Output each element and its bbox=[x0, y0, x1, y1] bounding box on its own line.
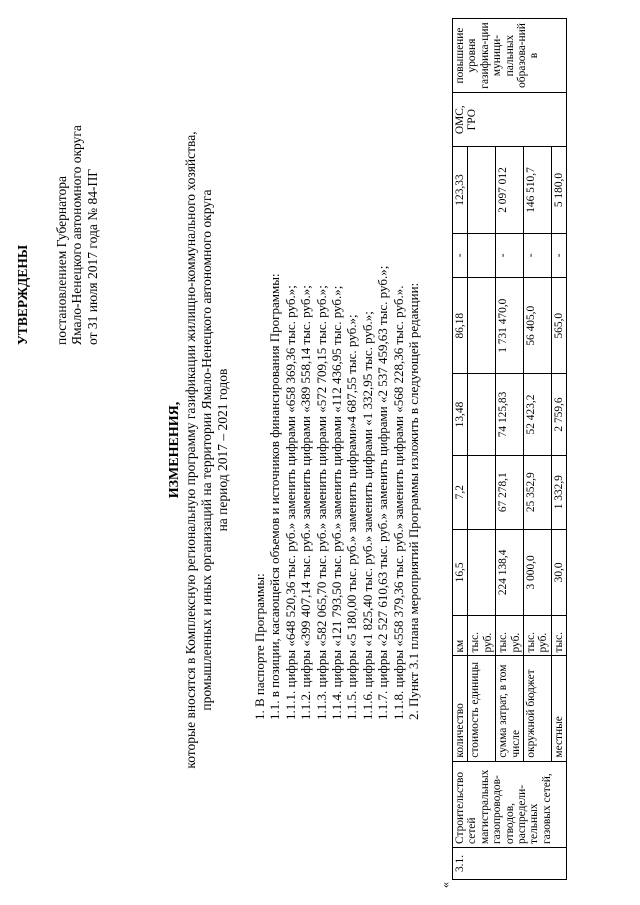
approval-line: от 31 июля 2017 года № 84-ПГ bbox=[84, 169, 100, 345]
value-cell bbox=[468, 374, 496, 455]
value-cell: 123,33 bbox=[453, 147, 468, 233]
amendment-list bbox=[252, 20, 421, 720]
opening-quote: « bbox=[438, 882, 452, 888]
value-cell: 30,0 bbox=[551, 529, 566, 615]
value-cell: 13,48 bbox=[453, 374, 468, 455]
unit-cell: тыс. руб. bbox=[496, 616, 524, 655]
value-cell: 5 180,0 bbox=[551, 147, 566, 233]
document-heading bbox=[0, 0, 231, 900]
indicator-cell: сумма затрат, в том числе bbox=[496, 655, 524, 761]
amendment-item: 1.1.2. цифры «399 407,14 тыс. руб.» заменить цифрами «389 558,14 тыс. руб.»; bbox=[298, 285, 314, 720]
value-cell bbox=[468, 455, 496, 529]
goal-cell: повышение уровня газифика-ции муници-пальных образова-ний в bbox=[453, 19, 567, 93]
approval-stamp: УТВЕРЖДЕНЫ bbox=[15, 244, 30, 345]
value-cell: 224 138,4 bbox=[496, 529, 524, 615]
amendment-item: 1.1.8. цифры «558 379,36 тыс. руб.» заменить цифрами «568 228,36 тыс. руб.». bbox=[390, 285, 406, 720]
unit-cell: тыс. руб. bbox=[468, 616, 496, 655]
item-number: 3.1. bbox=[453, 847, 567, 879]
unit-cell: тыс. bbox=[551, 616, 566, 655]
value-cell: 16,5 bbox=[453, 529, 468, 615]
value-cell: 52 423,2 bbox=[524, 374, 552, 455]
amendment-item: 1.1.7. цифры «2 527 610,63 тыс. руб.» заменить цифрами «2 537 459,63 тыс. руб.»; bbox=[375, 265, 391, 720]
amendment-item: 1.1.6. цифры «1 825,40 тыс. руб.» заменить цифрами «1 332,95 тыс. руб.»; bbox=[359, 311, 375, 720]
heading-line: на период 2017 – 2021 годов bbox=[215, 368, 230, 532]
amendment-item: 1.1.3. цифры «582 065,70 тыс. руб.» заменить цифрами «572 709,15 тыс. руб.»; bbox=[313, 285, 329, 720]
value-cell: 74 125,83 bbox=[496, 374, 524, 455]
approval-line: Ямало-Ненецкого автономного округа bbox=[69, 125, 84, 345]
agency-cell: ОМС, ГРО bbox=[453, 93, 567, 147]
indicator-cell: количество bbox=[453, 655, 468, 761]
value-cell: 7,2 bbox=[453, 455, 468, 529]
plan-table bbox=[452, 18, 567, 880]
value-cell: 146 510,7 bbox=[524, 147, 552, 233]
value-cell: 67 278,1 bbox=[496, 455, 524, 529]
value-cell: 565,0 bbox=[551, 278, 566, 374]
amendment-item: 2. Пункт 3.1 плана мероприятий Программы изложить в следующей редакции: bbox=[406, 282, 422, 720]
unit-cell: тыс. руб. bbox=[524, 616, 552, 655]
table-row bbox=[551, 19, 566, 880]
value-cell: 1 731 470,0 bbox=[496, 278, 524, 374]
value-cell bbox=[468, 529, 496, 615]
value-cell: - bbox=[524, 233, 552, 277]
value-cell: - bbox=[551, 233, 566, 277]
amendment-item: 1. В паспорте Программы: bbox=[252, 573, 267, 720]
value-cell bbox=[468, 278, 496, 374]
value-cell bbox=[468, 147, 496, 233]
table-row bbox=[524, 19, 552, 880]
approval-line: постановлением Губернатора bbox=[53, 176, 69, 345]
amendment-item: 1.1.4. цифры «121 793,50 тыс. руб.» заменить цифрами «112 436,95 тыс. руб.»; bbox=[329, 285, 345, 720]
heading-line: которые вносятся в Комплексную региональную программу газификации жилищно-коммунального хозяйства, bbox=[183, 131, 198, 769]
amendment-item: 1.1.1. цифры «648 520,36 тыс. руб.» заменить цифрами «658 369,36 тыс. руб.»; bbox=[282, 285, 298, 720]
table-row bbox=[496, 19, 524, 880]
unit-cell: км bbox=[453, 616, 468, 655]
activity-cell: Строительство сетей магистральных газопроводов-отводов, распредели-тельных газовых сетей, bbox=[453, 761, 567, 847]
document-title: ИЗМЕНЕНИЯ, bbox=[167, 401, 182, 499]
value-cell: 2 759,6 bbox=[551, 374, 566, 455]
value-cell bbox=[468, 233, 496, 277]
value-cell: 2 097 012 bbox=[496, 147, 524, 233]
value-cell: - bbox=[453, 233, 468, 277]
amendment-item: 1.1. в позиции, касающейся объемов и источников финансирования Программы: bbox=[267, 273, 283, 720]
indicator-cell: стоимость единицы bbox=[468, 655, 496, 761]
indicator-cell: окружной бюджет bbox=[524, 655, 552, 761]
amendment-item: 1.1.5. цифры «5 180,00 тыс. руб.» заменить цифрами»4 687,55 тыс. руб.»; bbox=[344, 314, 360, 720]
value-cell: 86,18 bbox=[453, 278, 468, 374]
value-cell: 25 352,9 bbox=[524, 455, 552, 529]
value-cell: 3 000,0 bbox=[524, 529, 552, 615]
table-row bbox=[468, 19, 496, 880]
value-cell: 1 332,9 bbox=[551, 455, 566, 529]
table-row bbox=[453, 19, 468, 880]
value-cell: - bbox=[496, 233, 524, 277]
value-cell: 56 405,0 bbox=[524, 278, 552, 374]
heading-line: промышленных и иных организаций на территории Ямало-Ненецкого автономного округа bbox=[199, 189, 214, 711]
indicator-cell: местные bbox=[551, 655, 566, 761]
